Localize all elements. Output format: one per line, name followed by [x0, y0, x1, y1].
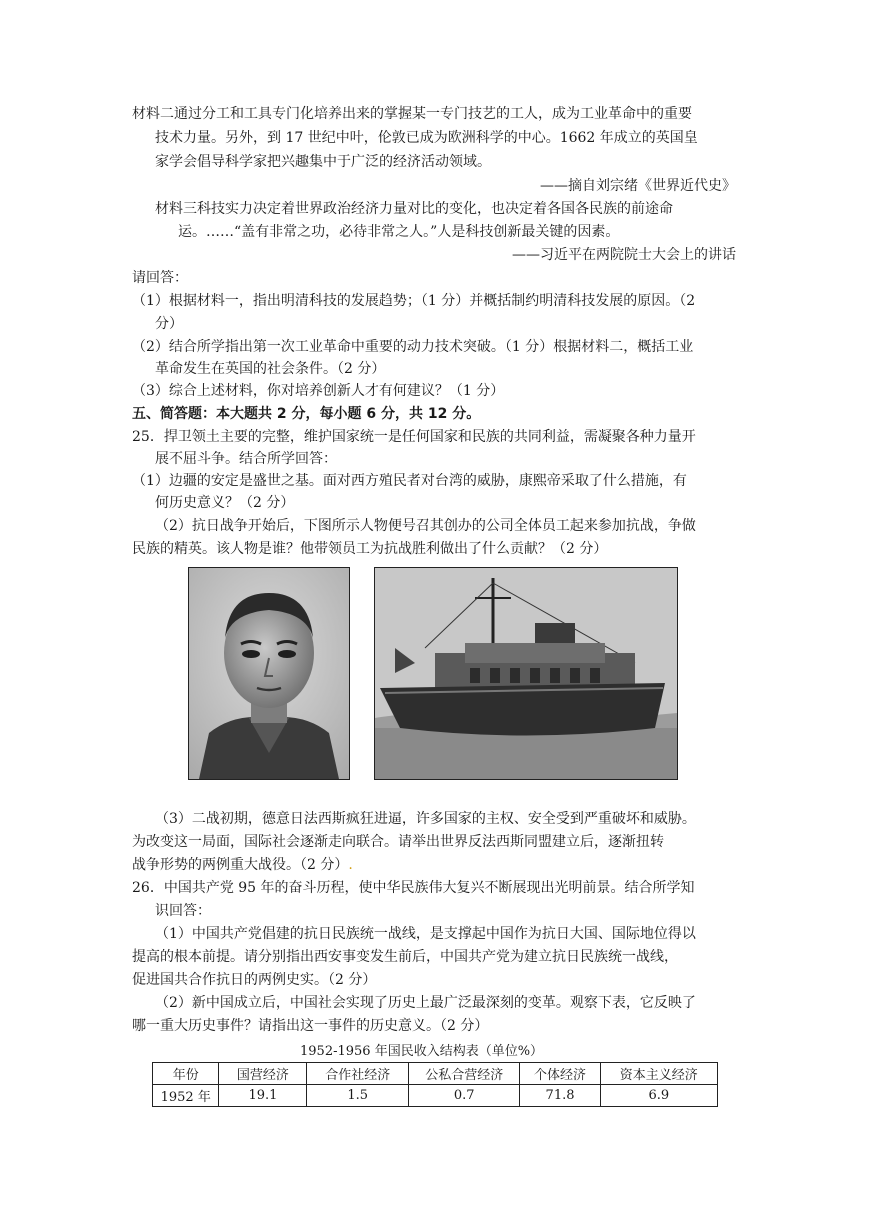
q26-part1-line3: 促进国共合作抗日的两例史实。（2 分） [132, 972, 377, 988]
header-cell: 国营经济 [219, 1063, 307, 1085]
table-cell: 1952 年 [153, 1085, 219, 1107]
table-row [153, 1085, 718, 1107]
header-cell: 公私合营经济 [409, 1063, 520, 1085]
q24-part3: （3）综合上述材料，你对培养创新人才有何建议？（1 分） [132, 383, 505, 399]
q25-part2-line2: 民族的精英。该人物是谁？他带领员工为抗战胜利做出了什么贡献？（2 分） [132, 541, 608, 557]
material2-line1: 材料二通过分工和工具专门化培养出来的掌握某一专门技艺的工人，成为工业革命中的重要 [132, 106, 692, 122]
q25-part1-line2: 何历史意义？（2 分） [155, 495, 295, 511]
stray-dot: . [348, 857, 353, 873]
q25-part3-line3 [132, 855, 353, 875]
material2-source: ——摘自刘宗绪《世界近代史》 [540, 178, 736, 194]
q25-part1-line1: （1）边疆的安定是盛世之基。面对西方殖民者对台湾的威胁，康熙帝采取了什么措施，有 [132, 473, 687, 489]
portrait-photo [188, 567, 350, 780]
material3-source: ——习近平在两院院士大会上的讲话 [512, 247, 736, 263]
income-structure-table [152, 1062, 718, 1107]
table-cell: 71.8 [520, 1085, 600, 1107]
q25-part3-line2: 为改变这一局面，国际社会逐渐走向联合。请举出世界反法西斯同盟建立后，逐渐扭转 [132, 834, 664, 850]
table-cell: 19.1 [219, 1085, 307, 1107]
q25-part3-line3-text: 战争形势的两例重大战役。（2 分） [132, 857, 349, 873]
q24-part2-line1: （2）结合所学指出第一次工业革命中重要的动力技术突破。（1 分）根据材料二，概括工业 [132, 339, 694, 355]
q26-part1-line1: （1）中国共产党倡建的抗日民族统一战线，是支撑起中国作为抗日大国、国际地位得以 [155, 926, 696, 942]
material2-line2: 技术力量。另外，到 17 世纪中叶，伦敦已成为欧洲科学的中心。1662 年成立的英国皇 [155, 130, 698, 146]
material2-line3: 家学会倡导科学家把兴趣集中于广泛的经济活动领域。 [155, 154, 491, 170]
table-header-row [153, 1063, 718, 1085]
q24-part2-line2: 革命发生在英国的社会条件。（2 分） [155, 361, 386, 377]
table-cell: 1.5 [307, 1085, 409, 1107]
material3-line2: 运。……“盖有非常之功，必待非常之人。”人是科技创新最关键的因素。 [178, 224, 620, 240]
portrait-image [189, 568, 349, 779]
header-cell: 年份 [153, 1063, 219, 1085]
material3-line1: 材料三科技实力决定着世界政治经济力量对比的变化，也决定着各国各民族的前途命 [155, 201, 673, 217]
section5-heading: 五、简答题：本大题共 2 分，每小题 6 分，共 12 分。 [132, 406, 481, 422]
table-cell: 0.7 [409, 1085, 520, 1107]
q26-part2-line2: 哪一重大历史事件？请指出这一事件的历史意义。（2 分） [132, 1018, 489, 1034]
header-cell: 个体经济 [520, 1063, 600, 1085]
q26-part1-line2: 提高的根本前提。请分别指出西安事变发生前后，中国共产党为建立抗日民族统一战线， [132, 949, 678, 965]
q24-prompt: 请回答： [132, 270, 188, 286]
q25-part2-line1: （2）抗日战争开始后，下图所示人物便号召其创办的公司全体员工起来参加抗战，争做 [155, 518, 696, 534]
header-cell: 资本主义经济 [600, 1063, 717, 1085]
q26-line1: 26．中国共产党 95 年的奋斗历程，使中华民族伟大复兴不断展现出光明前景。结合所学知 [132, 880, 695, 896]
q26-part2-line1: （2）新中国成立后，中国社会实现了历史上最广泛最深刻的变革。观察下表，它反映了 [155, 995, 696, 1011]
q24-part1-line1: （1）根据材料一，指出明清科技的发展趋势；（1 分）并概括制约明清科技发展的原因。（2 [132, 293, 696, 309]
table-caption: 1952-1956 年国民收入结构表（单位%） [300, 1044, 544, 1059]
header-cell: 合作社经济 [307, 1063, 409, 1085]
ship-image [375, 568, 677, 779]
q26-line2: 识回答： [155, 903, 211, 919]
q25-part3-line1: （3）二战初期，德意日法西斯疯狂进逼，许多国家的主权、安全受到严重破坏和威胁。 [155, 811, 696, 827]
q25-line2: 展不屈斗争。结合所学回答： [155, 451, 337, 467]
q25-line1: 25．捍卫领土主要的完整，维护国家统一是任何国家和民族的共同利益，需凝聚各种力量开 [132, 429, 696, 445]
ship-photo [374, 567, 678, 780]
table-cell: 6.9 [600, 1085, 717, 1107]
q24-part1-line2: 分） [155, 316, 183, 332]
